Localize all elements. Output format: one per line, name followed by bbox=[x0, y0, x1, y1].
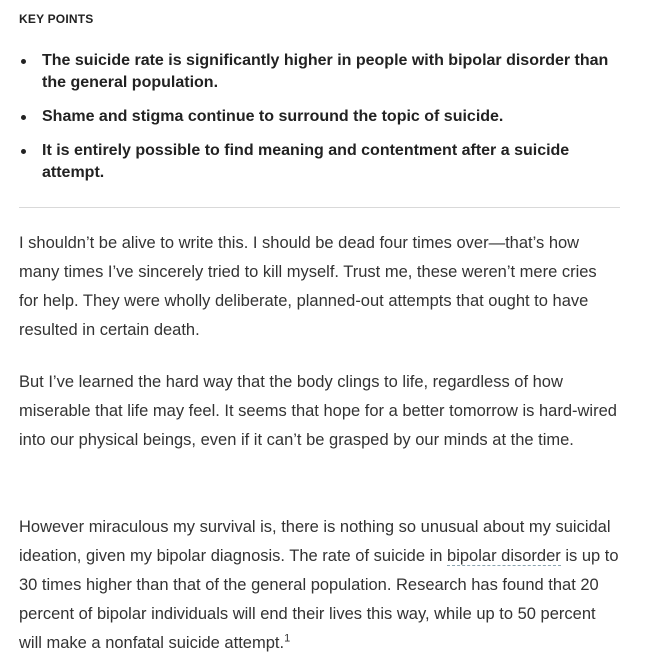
key-point-item bbox=[19, 106, 609, 128]
section-divider bbox=[19, 207, 620, 208]
bullet-icon bbox=[21, 59, 26, 64]
key-points-list bbox=[19, 50, 609, 196]
body-paragraph: But I’ve learned the hard way that the body clings to life, regardless of how miserable that life may feel. It seems that hope for a better tomorrow is hard-wired into our physical beings, even if it can’t be grasped by our minds at the time. bbox=[19, 373, 617, 449]
paragraph-text: is up to 30 times higher than that of the general population. Research has found that 20 percent of bipolar individuals will end their lives this way, while up to 50 percent will make a nonfatal suicide attempt. bbox=[19, 547, 619, 652]
paragraph-text: However miraculous my survival is, there is nothing so unusual about my suicidal ideation, given my bipolar diagnosis. The rate of suicide in bbox=[19, 518, 611, 565]
footnote-reference[interactable]: 1 bbox=[284, 632, 291, 645]
bullet-icon bbox=[21, 115, 26, 120]
key-point-text: The suicide rate is significantly higher in people with bipolar disorder than the general population. bbox=[42, 52, 609, 91]
key-point-text: It is entirely possible to find meaning and contentment after a suicide attempt. bbox=[42, 142, 570, 181]
body-paragraph: I shouldn’t be alive to write this. I should be dead four times over—that’s how many times I’ve sincerely tried to kill myself. Trust me, these weren’t mere cries for help. They were wholly deliberate, planned-out attempts that ought to have resulted in certain death. bbox=[19, 234, 597, 339]
key-point-item bbox=[19, 50, 609, 94]
key-points-heading: KEY POINTS bbox=[19, 12, 94, 26]
key-point-text: Shame and stigma continue to surround the topic of suicide. bbox=[42, 108, 504, 125]
body-paragraph bbox=[19, 513, 619, 658]
bipolar-disorder-link[interactable]: bipolar disorder bbox=[447, 547, 561, 565]
key-point-item bbox=[19, 140, 609, 184]
bullet-icon bbox=[21, 149, 26, 154]
